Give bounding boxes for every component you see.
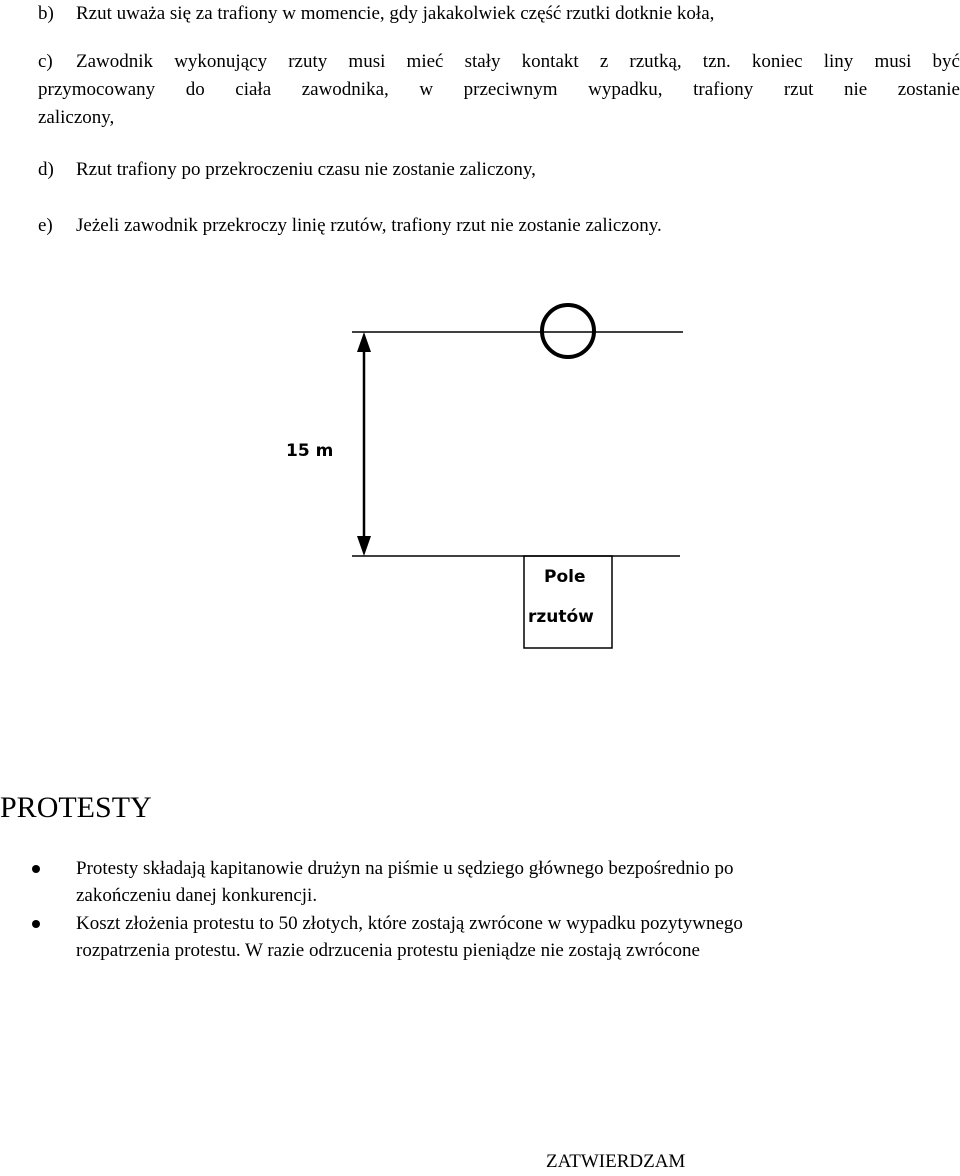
arrow-head-down xyxy=(357,536,371,556)
rule-marker: c) xyxy=(38,51,53,72)
rule-text: Jeżeli zawodnik przekroczy linię rzutów, trafiony rzut nie zostanie zaliczony. xyxy=(76,215,662,236)
rule-text: Rzut trafiony po przekroczeniu czasu nie zostanie zaliczony, xyxy=(76,159,536,180)
bullet-icon xyxy=(32,865,40,873)
bullet-icon xyxy=(32,920,40,928)
list-item-line: Protesty składają kapitanowie drużyn na piśmie u sędziego głównego bezpośrednio po xyxy=(76,858,734,879)
rule-text-line: Zawodnik wykonujący rzuty musi mieć stały kontakt z rzutką, tzn. koniec liny musi być xyxy=(76,51,960,72)
rule-marker: b) xyxy=(38,3,54,24)
target-circle xyxy=(542,305,594,357)
rule-marker: e) xyxy=(38,215,53,236)
list-item-line: zakończeniu danej konkurencji. xyxy=(76,885,318,906)
rule-text: Rzut uważa się za trafiony w momencie, gdy jakakolwiek część rzutki dotknie koła, xyxy=(76,3,715,24)
zone-label-line2: rzutów xyxy=(528,607,594,627)
list-item-line: Koszt złożenia protestu to 50 złotych, które zostają zwrócone w wypadku pozytywnego xyxy=(76,913,743,934)
list-item-line: rozpatrzenia protestu. W razie odrzucenia protestu pieniądze nie zostają zwrócone xyxy=(76,940,700,961)
rule-text-line: przymocowany do ciała zawodnika, w przeciwnym wypadku, trafiony rzut nie zostanie xyxy=(38,79,960,100)
arrow-head-up xyxy=(357,332,371,352)
approval-label: ZATWIERDZAM xyxy=(546,1151,686,1172)
section-heading: PROTESTY xyxy=(0,791,152,824)
zone-label-line1: Pole xyxy=(544,567,586,587)
distance-label: 15 m xyxy=(286,441,334,461)
throwing-field-diagram xyxy=(0,300,960,670)
rule-text-line: zaliczony, xyxy=(38,107,115,128)
rule-marker: d) xyxy=(38,159,54,180)
